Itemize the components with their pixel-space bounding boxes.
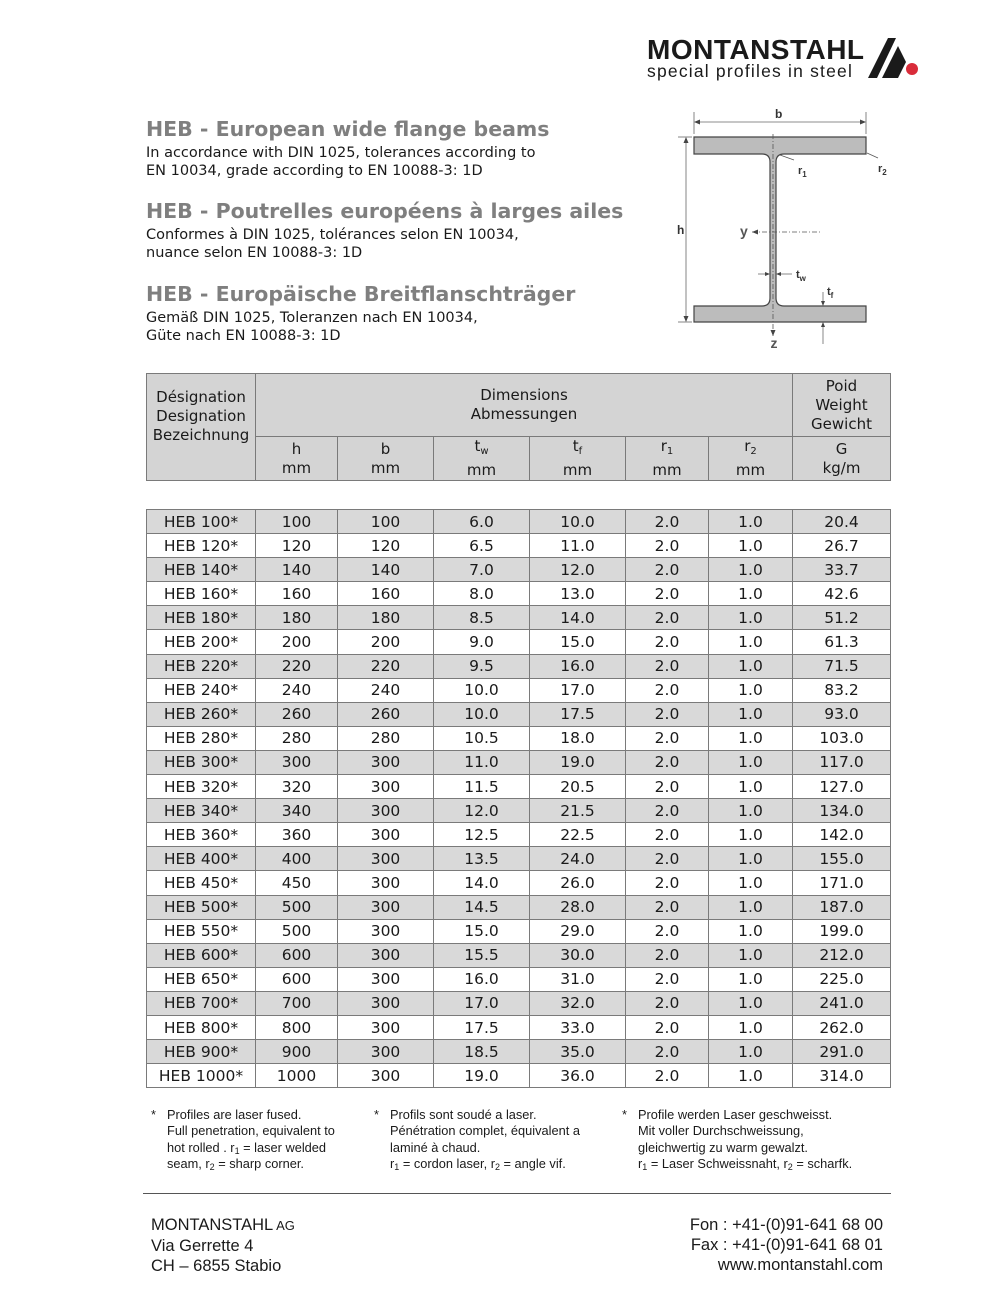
cell-designation: HEB 100*: [147, 510, 256, 534]
cell-b: 300: [338, 943, 434, 967]
cell-r1: 2.0: [626, 943, 709, 967]
cell-weight: 212.0: [793, 943, 891, 967]
cell-r1: 2.0: [626, 582, 709, 606]
r2-leader-line: [867, 153, 878, 158]
cell-tw: 15.5: [434, 943, 530, 967]
footer-company: MONTANSTAHL AG: [151, 1216, 295, 1234]
footer-contact: [690, 1215, 883, 1275]
cell-h: 800: [256, 1015, 338, 1039]
cell-r2: 1.0: [709, 967, 793, 991]
cell-tf: 32.0: [530, 991, 626, 1015]
cell-weight: 199.0: [793, 919, 891, 943]
cell-tw: 14.0: [434, 871, 530, 895]
cell-r1: 2.0: [626, 799, 709, 823]
cell-weight: 33.7: [793, 558, 891, 582]
cell-tw: 17.0: [434, 991, 530, 1015]
cell-h: 700: [256, 991, 338, 1015]
cell-tf: 15.0: [530, 630, 626, 654]
cell-tf: 26.0: [530, 871, 626, 895]
cell-h: 360: [256, 823, 338, 847]
cell-designation: HEB 220*: [147, 654, 256, 678]
footer-street: Via Gerrette 4: [151, 1237, 254, 1255]
cell-tw: 16.0: [434, 967, 530, 991]
cell-designation: HEB 160*: [147, 582, 256, 606]
cell-tf: 24.0: [530, 847, 626, 871]
cell-r2: 1.0: [709, 871, 793, 895]
cell-tw: 6.0: [434, 510, 530, 534]
footer-divider: [143, 1193, 891, 1194]
table-row: [147, 895, 891, 919]
cell-h: 160: [256, 582, 338, 606]
cell-r2: 1.0: [709, 943, 793, 967]
cell-designation: HEB 400*: [147, 847, 256, 871]
label-tf: $t_f$: [827, 286, 834, 300]
cell-designation: HEB 600*: [147, 943, 256, 967]
label-b: b: [775, 107, 783, 121]
cell-h: 260: [256, 702, 338, 726]
cell-r1: 2.0: [626, 823, 709, 847]
cell-weight: 127.0: [793, 775, 891, 799]
company-logo: [640, 34, 930, 84]
cell-tf: 29.0: [530, 919, 626, 943]
cell-r2: 1.0: [709, 654, 793, 678]
cell-r1: 2.0: [626, 606, 709, 630]
cell-b: 220: [338, 654, 434, 678]
cell-r1: 2.0: [626, 967, 709, 991]
table-row: [147, 1015, 891, 1039]
cell-b: 280: [338, 726, 434, 750]
cell-b: 300: [338, 871, 434, 895]
cell-designation: HEB 700*: [147, 991, 256, 1015]
col-header-b: b mm: [338, 437, 434, 481]
cell-h: 600: [256, 967, 338, 991]
cell-b: 300: [338, 750, 434, 774]
cell-tw: 12.0: [434, 799, 530, 823]
designation-header: Désignation Designation Bezeichnung: [147, 374, 256, 481]
cell-tw: 13.5: [434, 847, 530, 871]
cell-tf: 12.0: [530, 558, 626, 582]
cell-tf: 17.5: [530, 702, 626, 726]
cell-weight: 171.0: [793, 871, 891, 895]
cell-r2: 1.0: [709, 630, 793, 654]
cell-tf: 14.0: [530, 606, 626, 630]
col-header-tw: $t_w$ mm: [434, 437, 530, 481]
table-row: [147, 606, 891, 630]
cell-r1: 2.0: [626, 630, 709, 654]
heading-fr-line2: nuance selon EN 10088-3: 1D: [146, 245, 363, 261]
label-tw: $t_w$: [796, 269, 806, 283]
cell-weight: 262.0: [793, 1015, 891, 1039]
cell-weight: 291.0: [793, 1040, 891, 1064]
cell-designation: HEB 550*: [147, 919, 256, 943]
col-header-h: h mm: [256, 437, 338, 481]
cell-tf: 22.5: [530, 823, 626, 847]
cell-r2: 1.0: [709, 1040, 793, 1064]
heading-fr-title: HEB - Poutrelles européens à larges ailes: [146, 199, 624, 223]
cell-tf: 10.0: [530, 510, 626, 534]
table-row: [147, 823, 891, 847]
cell-weight: 103.0: [793, 726, 891, 750]
footer-address: [151, 1215, 295, 1276]
cell-tw: 11.0: [434, 750, 530, 774]
cell-r2: 1.0: [709, 1064, 793, 1088]
tf-arrow-bottom-icon: [821, 322, 825, 327]
cell-weight: 117.0: [793, 750, 891, 774]
footer-phone: Fon : +41-(0)91-641 68 00: [689, 1216, 883, 1234]
cell-r1: 2.0: [626, 534, 709, 558]
cell-b: 300: [338, 847, 434, 871]
cell-b: 300: [338, 1015, 434, 1039]
cell-designation: HEB 120*: [147, 534, 256, 558]
cell-r1: 2.0: [626, 702, 709, 726]
tw-arrow-left-icon: [765, 272, 770, 276]
table-row: [147, 799, 891, 823]
table-row: [147, 510, 891, 534]
cell-r2: 1.0: [709, 534, 793, 558]
label-z: z: [770, 335, 778, 351]
cell-b: 200: [338, 630, 434, 654]
heading-de-line2: Güte nach EN 10088-3: 1D: [146, 328, 341, 344]
cell-r2: 1.0: [709, 847, 793, 871]
cell-h: 180: [256, 606, 338, 630]
cell-r1: 2.0: [626, 1040, 709, 1064]
label-h: h: [677, 223, 685, 237]
note-english: * Profiles are laser fused. Full penetration, equivalent to hot rolled . $r_1$ = laser welded seam, $r_2$ = sharp corner.: [151, 1107, 335, 1172]
cell-tf: 11.0: [530, 534, 626, 558]
cell-r1: 2.0: [626, 726, 709, 750]
i-beam-shape: [694, 137, 866, 322]
heading-de-line1: Gemäß DIN 1025, Toleranzen nach EN 10034,: [146, 310, 478, 326]
cell-b: 300: [338, 895, 434, 919]
cell-r2: 1.0: [709, 558, 793, 582]
cell-tw: 8.0: [434, 582, 530, 606]
table-row: [147, 726, 891, 750]
cell-tf: 31.0: [530, 967, 626, 991]
cell-designation: HEB 1000*: [147, 1064, 256, 1088]
cell-weight: 20.4: [793, 510, 891, 534]
b-arrow-right-icon: [860, 120, 866, 125]
cell-h: 120: [256, 534, 338, 558]
cell-tw: 19.0: [434, 1064, 530, 1088]
cell-h: 1000: [256, 1064, 338, 1088]
cell-designation: HEB 800*: [147, 1015, 256, 1039]
cell-r1: 2.0: [626, 678, 709, 702]
cell-r1: 2.0: [626, 1015, 709, 1039]
cell-designation: HEB 240*: [147, 678, 256, 702]
heb-cross-section-diagram: [668, 104, 898, 354]
cell-b: 300: [338, 799, 434, 823]
cell-tw: 17.5: [434, 1015, 530, 1039]
cell-r2: 1.0: [709, 799, 793, 823]
cell-weight: 26.7: [793, 534, 891, 558]
cell-weight: 241.0: [793, 991, 891, 1015]
cell-weight: 42.6: [793, 582, 891, 606]
h-arrow-bottom-icon: [684, 316, 689, 322]
cell-r2: 1.0: [709, 823, 793, 847]
cell-h: 280: [256, 726, 338, 750]
cell-b: 300: [338, 823, 434, 847]
cell-tw: 9.5: [434, 654, 530, 678]
cell-r2: 1.0: [709, 895, 793, 919]
cell-r1: 2.0: [626, 847, 709, 871]
cell-tw: 15.0: [434, 919, 530, 943]
cell-r2: 1.0: [709, 726, 793, 750]
cell-r1: 2.0: [626, 654, 709, 678]
note-french: * Profils sont soudé a laser. Pénétration complet, équivalent a laminé à chaud. $r_1$ = cordon laser, $r_2$ = angle vif.: [374, 1107, 580, 1172]
tw-arrow-right-icon: [776, 272, 781, 276]
cell-h: 600: [256, 943, 338, 967]
cell-tw: 7.0: [434, 558, 530, 582]
cell-designation: HEB 360*: [147, 823, 256, 847]
r1-leader-line: [780, 155, 794, 160]
cell-tw: 6.5: [434, 534, 530, 558]
cell-tf: 19.0: [530, 750, 626, 774]
heading-en-title: HEB - European wide flange beams: [146, 117, 550, 141]
cell-tf: 17.0: [530, 678, 626, 702]
cell-h: 220: [256, 654, 338, 678]
cell-tw: 11.5: [434, 775, 530, 799]
cell-b: 300: [338, 967, 434, 991]
cell-r1: 2.0: [626, 510, 709, 534]
cell-designation: HEB 450*: [147, 871, 256, 895]
label-r2: $r_2$: [878, 163, 887, 177]
cell-r1: 2.0: [626, 919, 709, 943]
cell-weight: 142.0: [793, 823, 891, 847]
h-arrow-top-icon: [684, 137, 689, 143]
cell-h: 340: [256, 799, 338, 823]
cell-designation: HEB 300*: [147, 750, 256, 774]
cell-b: 300: [338, 991, 434, 1015]
cell-designation: HEB 260*: [147, 702, 256, 726]
col-header-r2: $r_2$ mm: [709, 437, 793, 481]
cell-b: 160: [338, 582, 434, 606]
logo-mark-icon: [868, 34, 920, 78]
table-row: [147, 558, 891, 582]
logo-brand: MONTANSTAHL: [647, 34, 865, 65]
cell-h: 500: [256, 895, 338, 919]
col-header-r1: $r_1$ mm: [626, 437, 709, 481]
cell-weight: 155.0: [793, 847, 891, 871]
table-row: [147, 582, 891, 606]
cell-b: 300: [338, 1064, 434, 1088]
cell-tf: 33.0: [530, 1015, 626, 1039]
cell-tf: 13.0: [530, 582, 626, 606]
table-row: [147, 750, 891, 774]
table-row: [147, 678, 891, 702]
cell-designation: HEB 500*: [147, 895, 256, 919]
cell-designation: HEB 650*: [147, 967, 256, 991]
cell-tw: 12.5: [434, 823, 530, 847]
cell-designation: HEB 180*: [147, 606, 256, 630]
y-axis-arrow-icon: [752, 230, 758, 235]
cell-r1: 2.0: [626, 1064, 709, 1088]
cell-weight: 314.0: [793, 1064, 891, 1088]
cell-h: 320: [256, 775, 338, 799]
weight-header: Poid Weight Gewicht: [793, 374, 891, 437]
cell-r2: 1.0: [709, 510, 793, 534]
cell-tf: 20.5: [530, 775, 626, 799]
cell-r2: 1.0: [709, 750, 793, 774]
cell-r2: 1.0: [709, 1015, 793, 1039]
cell-weight: 187.0: [793, 895, 891, 919]
cell-tw: 18.5: [434, 1040, 530, 1064]
cell-tw: 10.0: [434, 678, 530, 702]
dimensions-header: Dimensions Abmessungen: [256, 374, 793, 437]
cell-b: 240: [338, 678, 434, 702]
cell-h: 300: [256, 750, 338, 774]
cell-r2: 1.0: [709, 678, 793, 702]
cell-h: 500: [256, 919, 338, 943]
note-german: * Profile werden Laser geschweisst. Mit voller Durchschweissung, gleichwertig zu warm gewalzt. $r_1$ = Laser Schweissnaht, $r_2$ = scharfk.: [622, 1107, 853, 1172]
cell-tw: 9.0: [434, 630, 530, 654]
cell-r1: 2.0: [626, 895, 709, 919]
cell-weight: 61.3: [793, 630, 891, 654]
cell-r1: 2.0: [626, 558, 709, 582]
cell-h: 100: [256, 510, 338, 534]
cell-tf: 16.0: [530, 654, 626, 678]
cell-tw: 14.5: [434, 895, 530, 919]
cell-weight: 51.2: [793, 606, 891, 630]
label-y: y: [740, 223, 748, 239]
cell-h: 400: [256, 847, 338, 871]
table-row: [147, 991, 891, 1015]
cell-designation: HEB 340*: [147, 799, 256, 823]
heb-data-table: [146, 509, 891, 1088]
table-row: [147, 871, 891, 895]
label-r1: $r_1$: [798, 165, 807, 179]
cell-r2: 1.0: [709, 606, 793, 630]
cell-b: 260: [338, 702, 434, 726]
cell-b: 180: [338, 606, 434, 630]
cell-tw: 10.0: [434, 702, 530, 726]
cell-r2: 1.0: [709, 702, 793, 726]
cell-tf: 18.0: [530, 726, 626, 750]
cell-designation: HEB 320*: [147, 775, 256, 799]
cell-h: 200: [256, 630, 338, 654]
col-header-g: G kg/m: [793, 437, 891, 481]
b-arrow-left-icon: [694, 120, 700, 125]
footer-fax: Fax : +41-(0)91-641 68 01: [690, 1236, 883, 1254]
cell-b: 300: [338, 1040, 434, 1064]
cell-tf: 36.0: [530, 1064, 626, 1088]
table-row: [147, 1040, 891, 1064]
cell-r1: 2.0: [626, 871, 709, 895]
cell-b: 100: [338, 510, 434, 534]
cell-r2: 1.0: [709, 919, 793, 943]
footer-city: CH – 6855 Stabio: [151, 1257, 282, 1275]
cell-designation: HEB 140*: [147, 558, 256, 582]
cell-weight: 71.5: [793, 654, 891, 678]
table-row: [147, 630, 891, 654]
dimensions-header-table: [146, 373, 891, 481]
table-row: [147, 1064, 891, 1088]
cell-h: 140: [256, 558, 338, 582]
cell-b: 300: [338, 919, 434, 943]
cell-r1: 2.0: [626, 750, 709, 774]
cell-designation: HEB 200*: [147, 630, 256, 654]
logo-tagline: special profiles in steel: [647, 61, 854, 81]
cell-r2: 1.0: [709, 582, 793, 606]
cell-r1: 2.0: [626, 775, 709, 799]
heading-en-line1: In accordance with DIN 1025, tolerances according to: [146, 145, 536, 161]
heading-en-line2: EN 10034, grade according to EN 10088-3: 1D: [146, 163, 483, 179]
tf-arrow-top-icon: [821, 301, 825, 306]
heading-de-title: HEB - Europäische Breitflanschträger: [146, 282, 576, 306]
cell-tw: 8.5: [434, 606, 530, 630]
table-row: [147, 702, 891, 726]
cell-weight: 83.2: [793, 678, 891, 702]
table-row: [147, 534, 891, 558]
table-row: [147, 967, 891, 991]
cell-r2: 1.0: [709, 991, 793, 1015]
table-row: [147, 919, 891, 943]
cell-designation: HEB 900*: [147, 1040, 256, 1064]
cell-designation: HEB 280*: [147, 726, 256, 750]
footer-website-link[interactable]: www.montanstahl.com: [717, 1256, 883, 1274]
cell-b: 140: [338, 558, 434, 582]
cell-weight: 134.0: [793, 799, 891, 823]
cell-h: 450: [256, 871, 338, 895]
cell-r2: 1.0: [709, 775, 793, 799]
cell-tf: 21.5: [530, 799, 626, 823]
cell-weight: 93.0: [793, 702, 891, 726]
col-header-tf: $t_f$ mm: [530, 437, 626, 481]
table-row: [147, 847, 891, 871]
heading-fr-line1: Conformes à DIN 1025, tolérances selon EN 10034,: [146, 227, 519, 243]
cell-tf: 28.0: [530, 895, 626, 919]
table-row: [147, 654, 891, 678]
cell-weight: 225.0: [793, 967, 891, 991]
cell-h: 900: [256, 1040, 338, 1064]
cell-tf: 35.0: [530, 1040, 626, 1064]
cell-tw: 10.5: [434, 726, 530, 750]
cell-h: 240: [256, 678, 338, 702]
cell-b: 300: [338, 775, 434, 799]
cell-b: 120: [338, 534, 434, 558]
table-row: [147, 775, 891, 799]
cell-r1: 2.0: [626, 991, 709, 1015]
cell-tf: 30.0: [530, 943, 626, 967]
table-row: [147, 943, 891, 967]
